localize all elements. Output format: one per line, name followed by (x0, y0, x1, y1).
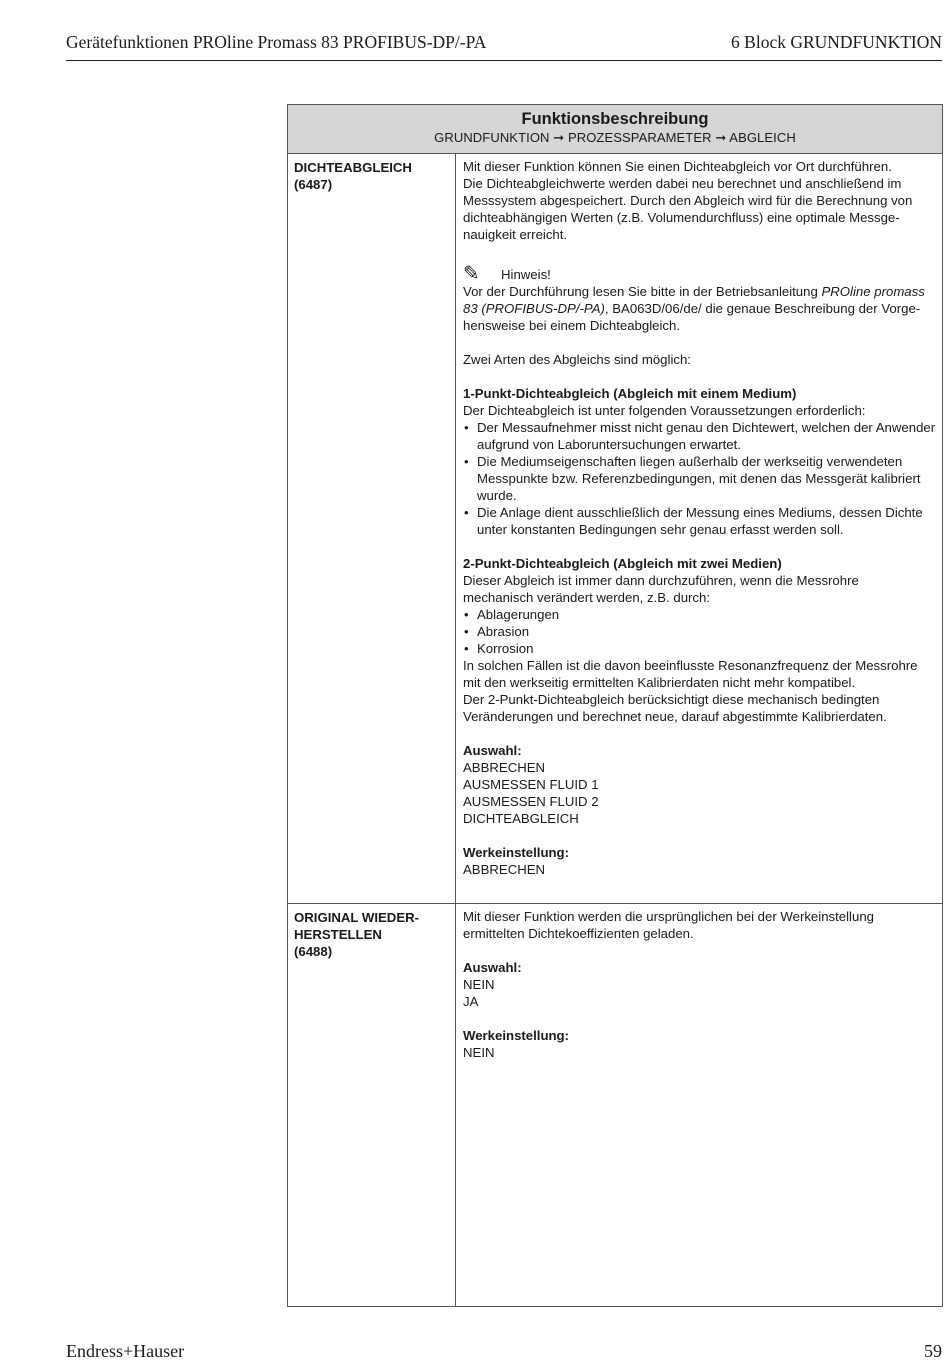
list-item: • Korrosion (463, 640, 936, 657)
list-item: • Ablagerungen (463, 606, 936, 623)
intro-line: Messsystem abgespeichert. Durch den Abgleich wird für die Berechnung von (463, 193, 913, 208)
default-label: Werkeinstellung: (463, 1028, 570, 1043)
function-name-cell (288, 154, 456, 903)
default-label: Werkeinstellung: (463, 845, 570, 860)
function-name: ORIGINAL WIEDER- (294, 910, 420, 925)
one-point-list (463, 419, 936, 538)
list-item: • Abrasion (463, 623, 936, 640)
function-description-cell (457, 154, 942, 903)
two-point-intro-line: mechanisch verändert werden, z.B. durch: (463, 590, 711, 605)
function-code: (6487) (294, 177, 333, 192)
pencil-icon: ✎ (463, 263, 480, 285)
header-section-title: 6 Block GRUNDFUNKTION (731, 32, 942, 52)
choice-option: JA (463, 994, 479, 1009)
two-point-outro-line: Veränderungen und berechnet neue, darauf abgestimmte Kalibrierdaten. (463, 709, 887, 724)
two-point-outro-line: In solchen Fällen ist die davon beeinflusste Resonanzfrequenz der Messrohre (463, 658, 918, 673)
two-point-outro-line: Der 2-Punkt-Dichteabgleich berücksichtigt diese mechanisch bedingten (463, 692, 880, 707)
choice-option: ABBRECHEN (463, 760, 546, 775)
choice-option: AUSMESSEN FLUID 1 (463, 777, 599, 792)
page-number: 59 (924, 1341, 942, 1361)
default-value: NEIN (463, 1045, 495, 1060)
function-name: HERSTELLEN (294, 927, 382, 942)
table-header (288, 105, 942, 154)
choice-option: AUSMESSEN FLUID 2 (463, 794, 599, 809)
choice-label: Auswahl: (463, 743, 522, 758)
two-point-outro-line: mit den werkseitig ermittelten Kalibrierdaten nicht mehr kompatibel. (463, 675, 856, 690)
choice-option: DICHTEABGLEICH (463, 811, 579, 826)
intro-line: nauigkeit erreicht. (463, 227, 568, 242)
header-document-title: Gerätefunktionen PROline Promass 83 PROFIBUS-DP/-PA (66, 32, 487, 52)
list-item: • Die Mediumseigenschaften liegen außerhalb der werkseitig verwendeten Messpunkte bzw. Referenzbedingungen, mit denen das Messgerät kalibriert wurde. (463, 453, 936, 504)
function-name: DICHTEABGLEICH (294, 160, 412, 175)
table-row-original-wiederherstellen (288, 904, 942, 1306)
menu-path: GRUNDFUNKTION ➞ PROZESSPARAMETER ➞ ABGLEICH (434, 130, 796, 145)
two-point-list (463, 606, 936, 657)
table-row-dichteabgleich (288, 154, 942, 904)
types-intro: Zwei Arten des Abgleichs sind möglich: (463, 352, 691, 367)
note-text: Vor der Durchführung lesen Sie bitte in der Betriebsanleitung PROline promass 83 (PROFIBUS-DP/-PA), BA063D/06/de/ die genaue Beschreibung der Vorge-hensweise bei einem Dichteabgleich. (463, 284, 925, 333)
intro-line: dichteabhängigen Werten (z.B. Volumendurchfluss) eine optimale Messge- (463, 210, 900, 225)
function-code: (6488) (294, 944, 333, 959)
brand-logo-text: Endress+Hauser (66, 1341, 185, 1361)
function-description-table (287, 104, 943, 1307)
choice-label: Auswahl: (463, 960, 522, 975)
two-point-title: 2-Punkt-Dichteabgleich (Abgleich mit zwei Medien) (463, 556, 782, 571)
note-title: Hinweis! (501, 267, 551, 282)
one-point-title: 1-Punkt-Dichteabgleich (Abgleich mit einem Medium) (463, 386, 797, 401)
table-title: Funktionsbeschreibung (521, 110, 709, 128)
function-name-cell (288, 904, 456, 1306)
two-point-intro-line: Dieser Abgleich ist immer dann durchzuführen, wenn die Messrohre (463, 573, 859, 588)
list-item: • Der Messaufnehmer misst nicht genau den Dichtewert, welchen der Anwender aufgrund von Laboruntersuchungen erwartet. (463, 419, 936, 453)
list-item: • Die Anlage dient ausschließlich der Messung eines Mediums, dessen Dichte unter konstanten Bedingungen sehr genau erfasst werden soll. (463, 504, 936, 538)
default-value: ABBRECHEN (463, 862, 546, 877)
one-point-intro: Der Dichteabgleich ist unter folgenden Voraussetzungen erforderlich: (463, 403, 866, 418)
choice-option: NEIN (463, 977, 495, 992)
intro-line: ermittelten Dichtekoeffizienten geladen. (463, 926, 694, 941)
function-description-cell (457, 904, 942, 1306)
intro-line: Die Dichteabgleichwerte werden dabei neu berechnet und anschließend im (463, 176, 902, 191)
intro-line: Mit dieser Funktion werden die ursprünglichen bei der Werkeinstellung (463, 909, 874, 924)
page-header (66, 30, 942, 61)
note-heading (463, 263, 936, 285)
intro-line: Mit dieser Funktion können Sie einen Dichteabgleich vor Ort durchführen. (463, 159, 892, 174)
